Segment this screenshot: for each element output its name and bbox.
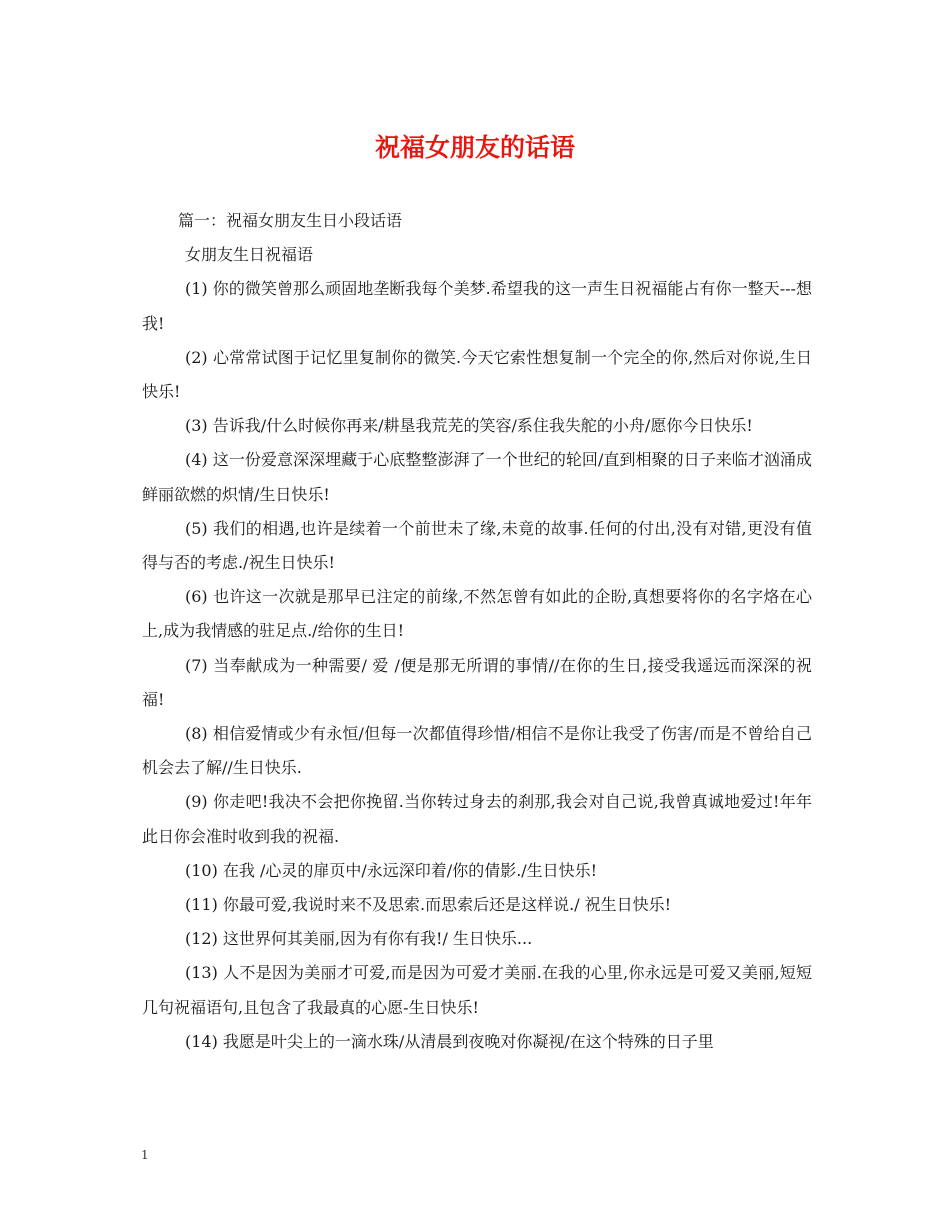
blessing-item: (7) 当奉献成为一种需要/ 爱 /便是那无所谓的事情//在你的生日,接受我遥远而深深的祝福!: [142, 655, 812, 709]
blessing-item: (13) 人不是因为美丽才可爱,而是因为可爱才美丽.在我的心里,你永远是可爱又美丽,短短几句祝福语句,且包含了我最真的心愿-生日快乐!: [142, 963, 812, 1017]
document-title: 祝福女朋友的话语: [374, 133, 575, 162]
blessing-item: (6) 也许这一次就是那早已注定的前缘,不然怎曾有如此的企盼,真想要将你的名字烙在心上,成为我情感的驻足点./给你的生日!: [142, 587, 812, 641]
blessing-item: (2) 心常常试图于记忆里复制你的微笑.今天它索性想复制一个完全的你,然后对你说,生日快乐!: [142, 347, 812, 402]
blessing-item: (9) 你走吧!我决不会把你挽留.当你转过身去的刹那,我会对自己说,我曾真诚地爱过!年年此日你会准时收到我的祝福.: [142, 792, 812, 846]
subheading: 女朋友生日祝福语: [185, 245, 314, 265]
blessing-item: (8) 相信爱情或少有永恒/但每一次都值得珍惜/相信不是你让我受了伤害/而是不曾给自己机会去了解//生日快乐.: [142, 724, 812, 778]
page-number: 1: [141, 1148, 149, 1162]
blessing-item: (12) 这世界何其美丽,因为有你有我!/ 生日快乐...: [185, 929, 533, 949]
section-heading: 篇一：祝福女朋友生日小段话语: [178, 211, 403, 230]
document-body: [142, 204, 812, 1059]
blessing-item: (3) 告诉我/什么时候你再来/耕垦我荒芜的笑容/系住我失舵的小舟/愿你今日快乐!: [185, 416, 753, 436]
blessing-item: (10) 在我 /心灵的扉页中/永远深印着/你的倩影./生日快乐!: [185, 860, 598, 880]
blessing-item: (14) 我愿是叶尖上的一滴水珠/从清晨到夜晚对你凝视/在这个特殊的日子里: [185, 1031, 714, 1051]
blessing-item: (1) 你的微笑曾那么顽固地垄断我每个美梦.希望我的这一声生日祝福能占有你一整天---想我!: [142, 279, 812, 333]
blessing-item: (11) 你最可爱,我说时来不及思索.而思索后还是这样说./ 祝生日快乐!: [185, 895, 672, 915]
blessing-item: (4) 这一份爱意深深埋藏于心底整整澎湃了一个世纪的轮回/直到相聚的日子来临才汹涌成鲜丽欲燃的炽情/生日快乐!: [142, 450, 812, 504]
blessing-item: (5) 我们的相遇,也许是续着一个前世未了缘,未竟的故事.任何的付出,没有对错,更没有值得与否的考虑./祝生日快乐!: [142, 518, 812, 573]
